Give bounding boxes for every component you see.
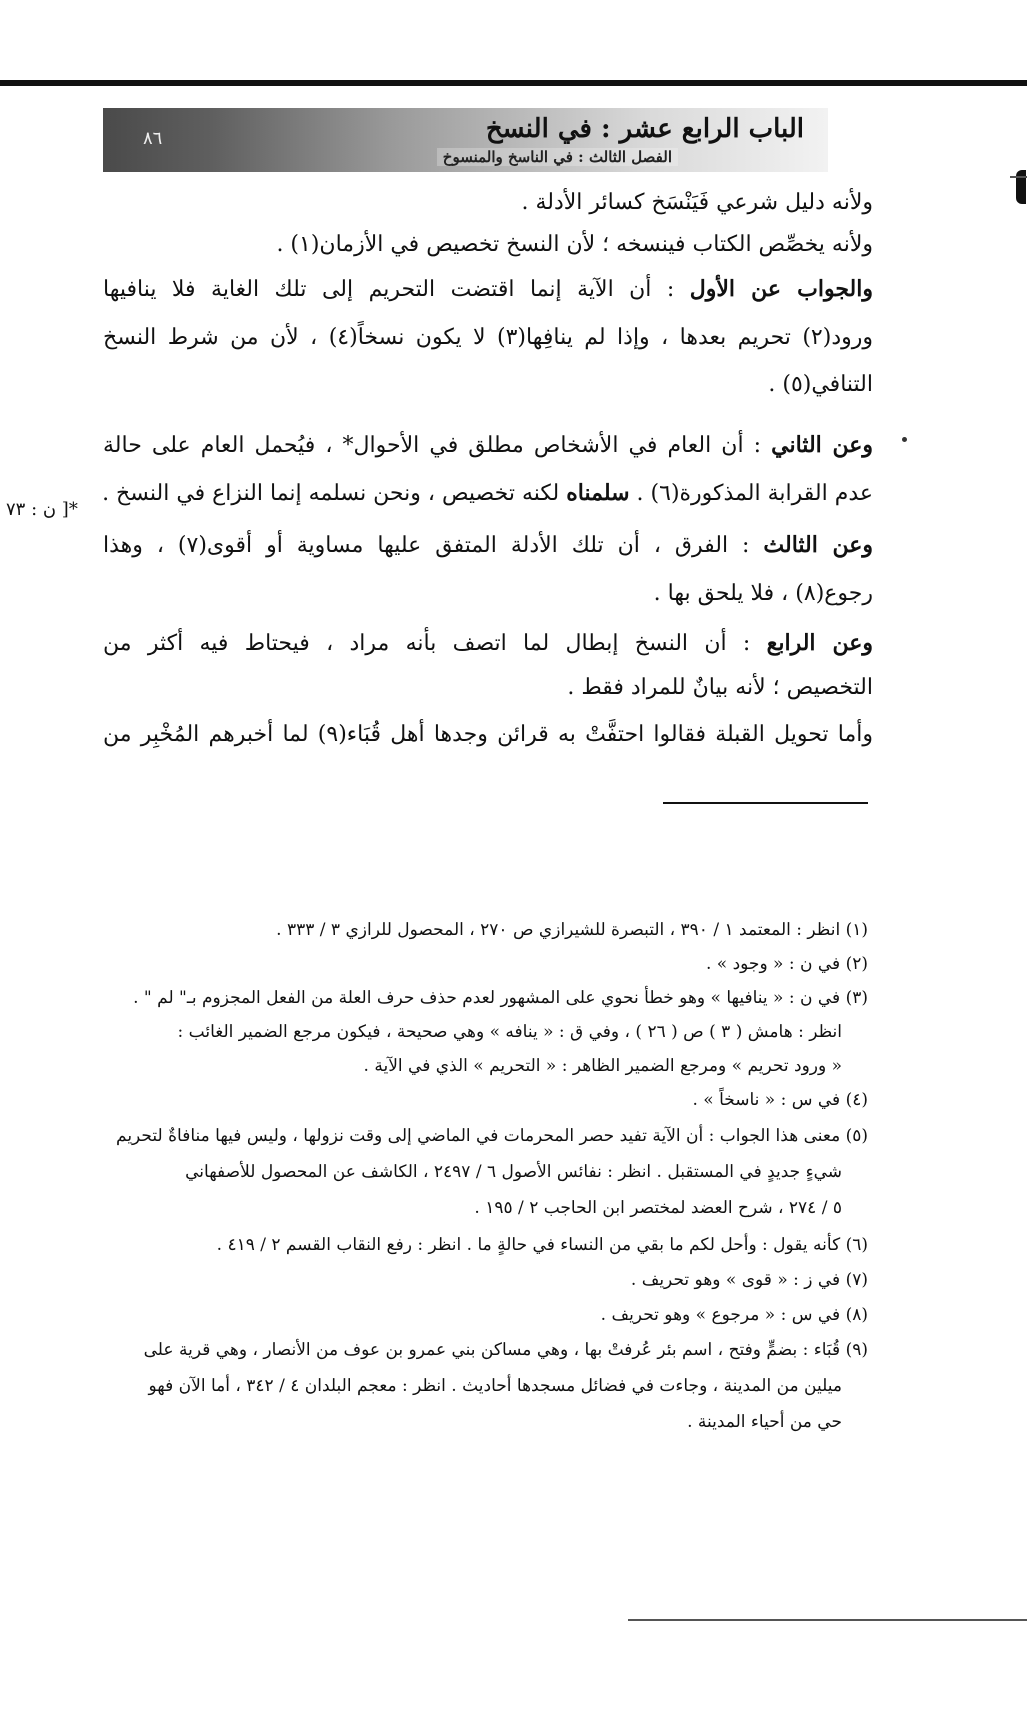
body-line: التنافي(٥) . [768,372,873,397]
footnote: (٢) في ن : « وجود » . [705,954,868,974]
footnote-continuation: ٥ / ٢٧٤ ، شرح العضد لمختصر ابن الحاجب ٢ / ١٩٥ . [474,1198,842,1218]
footnote-continuation: انظر : هامش ( ٣ ) ص ( ٢٦ ) ، وفي ق : « ينافه » وهي صحيحة ، فيكون مرجع الضمير الغائب : [177,1022,842,1042]
body-line: وعن الثالث : الفرق ، أن تلك الأدلة المتفق عليها مساوية أو أقوى(٧) ، وهذا [103,532,873,558]
body-line: ولأنه يخصِّص الكتاب فينسخه ؛ لأن النسخ تخصيص في الأزمان(١) . [276,232,873,257]
page-number: ٨٦ [143,128,163,149]
body-line: وأما تحويل القبلة فقالوا احتفَّتْ به قرائن وجدها أهل قُبَاء(٩) لما أخبرهم المُخْبِر من [103,722,873,747]
footnote: (٥) معنى هذا الجواب : أن الآية تفيد حصر المحرمات في الماضي إلى وقت نزولها ، وليس فيها منافاةٌ لتحريم [116,1126,868,1146]
body-line: ورود(٢) تحريم بعدها ، وإذا لم ينافِها(٣) لا يكون نسخاً(٤) ، لأن من شرط النسخ [103,325,874,350]
footnote-continuation: « ورود تحريم » ومرجع الضمير الظاهر : « التحريم » الذي في الآية . [363,1056,842,1076]
lead-phrase: والجواب عن الأول [689,276,873,302]
footnote-separator [663,802,868,804]
footnote: (٨) في س : « مرجوع » وهو تحريف . [600,1305,868,1325]
margin-note: *[ ن : ٧٣ [6,499,78,520]
footnote-continuation: ميلين من المدينة ، وجاءت في فضائل مسجدها أحاديث . انظر : معجم البلدان ٤ / ٣٤٢ ، أما الآن فهو [148,1376,842,1396]
edge-tick [1010,176,1027,178]
section-subtitle: الفصل الثالث : في الناسخ والمنسوخ [437,148,678,166]
body-line: ولأنه دليل شرعي فَيَنْسَخ كسائر الأدلة . [521,190,873,215]
lead-phrase: وعن الثالث [763,532,873,558]
margin-dot [902,437,907,442]
footnote: (٧) في ز : « قوى » وهو تحريف . [630,1270,868,1290]
lead-phrase: سلمناه [566,480,630,506]
footnote: (٤) في س : « ناسخاً » . [692,1090,868,1110]
footnote: (٦) كأنه يقول : وأحل لكم ما بقي من النساء في حالةٍ ما . انظر : رفع النقاب القسم ٢ / ٤١٩ . [216,1235,868,1255]
footnote: (٣) في ن : « ينافيها » وهو خطأ نحوي على المشهور لعدم حذف حرف العلة من الفعل المجزوم بـ" لم " . [133,988,868,1008]
body-line: والجواب عن الأول : أن الآية إنما اقتضت التحريم إلى تلك الغاية فلا ينافيها [103,276,873,302]
body-line: وعن الثاني : أن العام في الأشخاص مطلق في الأحوال* ، فيُحمل العام على حالة [103,432,874,458]
body-line: وعن الرابع : أن النسخ إبطال لما اتصف بأنه مراد ، فيحتاط فيه أكثر من [103,630,873,656]
footnote: (١) انظر : المعتمد ١ / ٣٩٠ ، التبصرة للشيرازي ص ٢٧٠ ، المحصول للرازي ٣ / ٣٣٣ . [276,920,868,940]
footnote-continuation: حي من أحياء المدينة . [687,1412,842,1432]
lead-phrase: وعن الثاني [771,432,874,458]
footnote-continuation: شيءٍ جديدٍ في المستقبل . انظر : نفائس الأصول ٦ / ٢٤٩٧ ، الكاشف عن المحصول للأصفهاني [185,1162,842,1182]
body-line: عدم القرابة المذكورة(٦) . سلمناه لكنه تخصيص ، ونحن نسلمه إنما النزاع في النسخ . [102,480,873,506]
footnote: (٩) قُبَاء : بضمٍّ وفتح ، اسم بئر عُرفتْ بها ، وهي مساكن بني عمرو بن عوف من الأنصار ، وهي قرية على [143,1340,868,1360]
running-header [103,108,828,172]
lead-phrase: وعن الرابع [766,630,873,656]
bottom-rule [628,1619,1027,1621]
chapter-title: الباب الرابع عشر : في النسخ [485,114,804,144]
top-rule [0,80,1027,86]
body-line: التخصيص ؛ لأنه بيانٌ للمراد فقط . [567,675,873,700]
body-line: رجوع(٨) ، فلا يلحق بها . [653,581,873,606]
